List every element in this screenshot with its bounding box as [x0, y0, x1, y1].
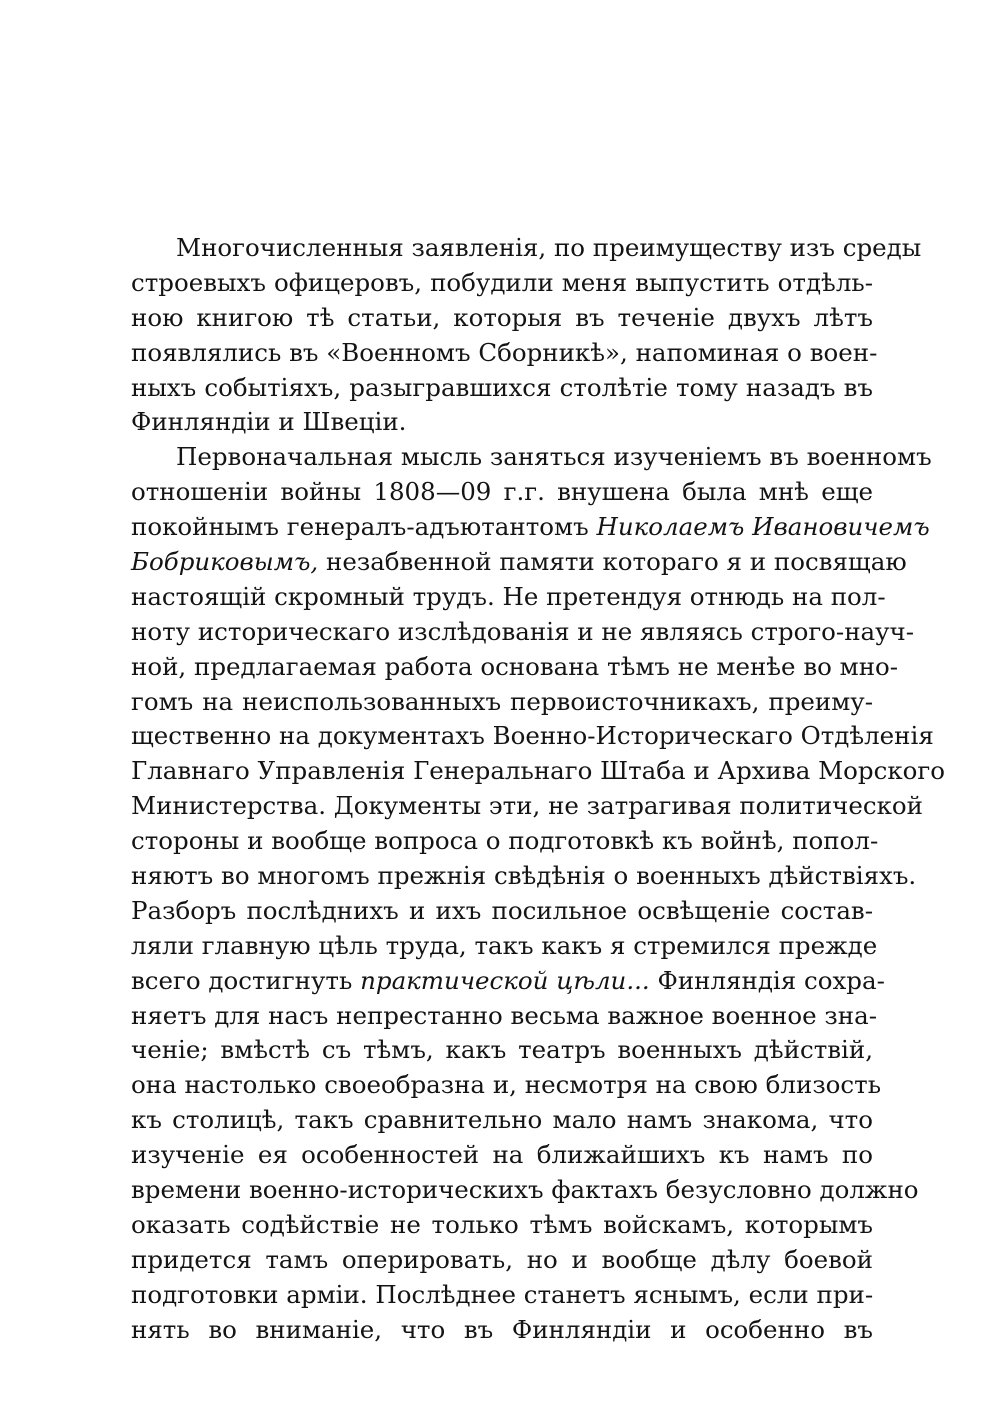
text-line: ченіе; вмѣстѣ съ тѣмъ, какъ театръ военныхъ дѣйствій,	[131, 1035, 873, 1065]
text-line: оказать содѣйствіе не только тѣмъ войскамъ, которымъ	[131, 1209, 873, 1239]
body-text	[131, 231, 945, 1348]
text-line: щественно на документахъ Военно-Историческаго Отдѣленія	[131, 721, 934, 751]
text-line: стороны и вообще вопроса о подготовкѣ къ войнѣ, попол-	[131, 826, 879, 856]
text-line	[131, 510, 930, 545]
text-line	[131, 545, 907, 580]
text-run: всего достигнуть	[131, 965, 353, 995]
text-line: къ столицѣ, такъ сравнительно мало намъ знакома, что	[131, 1105, 873, 1135]
text-line: ною книгою тѣ статьи, которыя въ теченіе двухъ лѣтъ	[131, 302, 873, 332]
italic-name: Николаемъ Ивановичемъ	[596, 512, 930, 542]
text-line: появлялись въ «Военномъ Сборникѣ», напоминая о воен-	[131, 337, 878, 367]
paragraph-1	[131, 231, 922, 440]
text-line: Финляндіи и Швеціи.	[131, 407, 407, 437]
text-line: Министерства. Документы эти, не затрагивая политической	[131, 791, 923, 821]
text-line: Главнаго Управленія Генеральнаго Штаба и Архива Морского	[131, 756, 945, 786]
text-run: покойнымъ генералъ-адъютантомъ	[131, 512, 589, 542]
text-line: строевыхъ офицеровъ, побудили меня выпустить отдѣль-	[131, 267, 873, 297]
text-line: подготовки арміи. Послѣднее станетъ яснымъ, если при-	[131, 1279, 874, 1309]
text-line: придется тамъ оперировать, но и вообще дѣлу боевой	[131, 1244, 873, 1274]
text-line: Разборъ послѣднихъ и ихъ посильное освѣщеніе состав-	[131, 895, 873, 925]
text-line: няетъ для насъ непрестанно весьма важное военное зна-	[131, 1000, 877, 1030]
text-line: нять во вниманіе, что въ Финляндіи и особенно въ	[131, 1314, 873, 1344]
text-line: она настолько своеобразна и, несмотря на свою близость	[131, 1070, 882, 1100]
text-line	[131, 964, 885, 999]
text-run: Финляндія сохра-	[657, 965, 885, 995]
text-line: гомъ на неиспользованныхъ первоисточникахъ, преиму-	[131, 686, 873, 716]
italic-phrase: практической цѣли...	[360, 965, 650, 995]
paragraph-2	[131, 440, 945, 1347]
text-line: ноту историческаго изслѣдованія и не являясь строго-науч-	[131, 616, 915, 646]
text-line: ныхъ событіяхъ, разыгравшихся столѣтіе тому назадъ въ	[131, 372, 873, 402]
text-line: Многочисленныя заявленія, по преимуществу изъ среды	[176, 233, 922, 262]
text-line: ной, предлагаемая работа основана тѣмъ не менѣе во мно-	[131, 651, 899, 681]
text-line: ляли главную цѣль труда, такъ какъ я стремился прежде	[131, 930, 878, 960]
text-line: изученіе ея особенностей на ближайшихъ къ намъ по	[131, 1140, 873, 1170]
text-line: няютъ во многомъ прежнія свѣдѣнія о военныхъ дѣйствіяхъ.	[131, 861, 917, 891]
text-run: незабвенной памяти котораго я и посвящаю	[326, 547, 907, 577]
italic-name: Бобриковымъ,	[131, 547, 319, 577]
text-line: отношеніи войны 1808—09 г.г. внушена была мнѣ еще	[131, 477, 873, 507]
text-line: Первоначальная мысль заняться изученіемъ въ военномъ	[176, 442, 932, 472]
text-line: времени военно-историческихъ фактахъ безусловно должно	[131, 1175, 919, 1205]
text-line: настоящій скромный трудъ. Не претендуя отнюдь на пол-	[131, 581, 886, 611]
